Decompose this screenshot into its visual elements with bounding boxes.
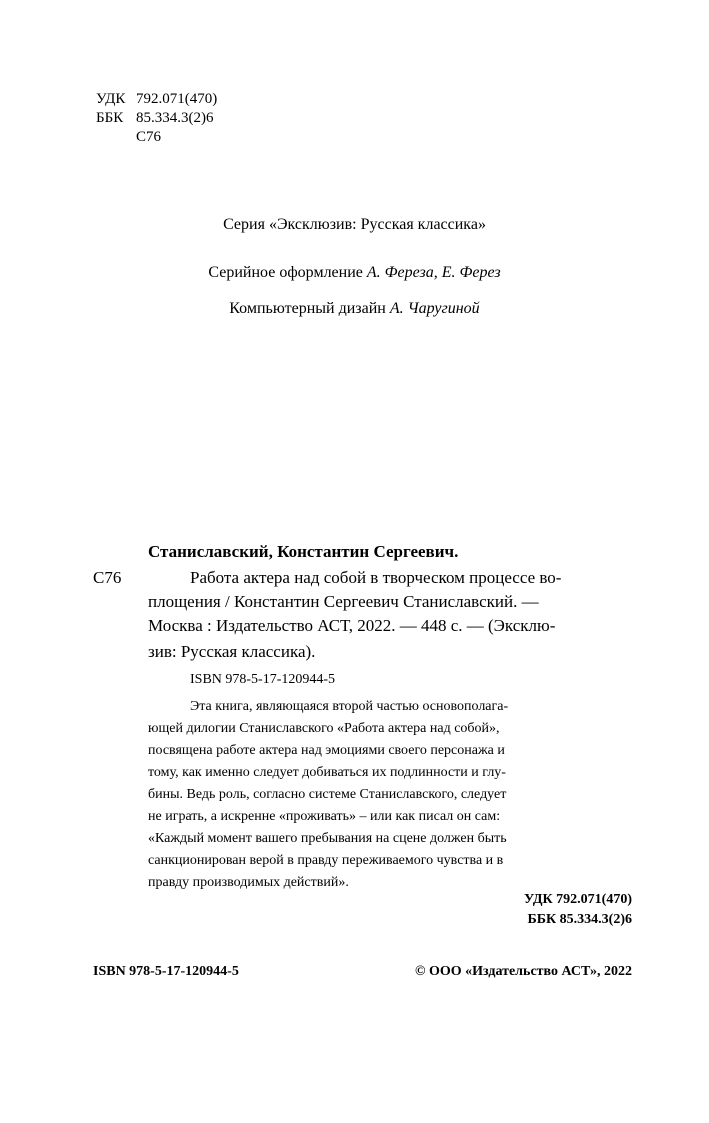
annotation-line: не играть, а искренне «проживать» – или как писал он сам:	[148, 809, 501, 824]
bib-line: Работа актера над собой в творческом процессе во-	[190, 568, 562, 587]
bib-line: площения / Константин Сергеевич Станиславский. —	[148, 592, 539, 611]
udk-value: 792.071(470)	[136, 91, 218, 107]
cover-design-line	[0, 264, 709, 282]
udk-row	[96, 90, 217, 109]
computer-design-line	[0, 300, 709, 318]
annotation-line: Эта книга, являющаяся второй частью основополага-	[190, 699, 509, 714]
author-heading: Станиславский, Константин Сергеевич.	[148, 542, 459, 561]
computer-design-prefix: Компьютерный дизайн	[229, 300, 390, 317]
annotation-bbk: ББК 85.334.3(2)6	[527, 912, 632, 927]
annotation-udk: УДК 792.071(470)	[524, 892, 632, 907]
cover-design-names: А. Фереза, Е. Ферез	[366, 264, 501, 281]
bib-isbn: ISBN 978-5-17-120944-5	[190, 672, 336, 687]
bib-line: зив: Русская классика).	[148, 642, 316, 661]
author-sign: С76	[93, 568, 122, 587]
annotation-line: тому, как именно следует добиваться их подлинности и глу-	[148, 765, 506, 780]
bbk-value: 85.334.3(2)6	[136, 110, 214, 126]
annotation-line: ющей дилогии Станиславского «Работа актера над собой»,	[148, 721, 500, 736]
annotation-line: бины. Ведь роль, согласно системе Станиславского, следует	[148, 787, 507, 802]
footer-isbn: ISBN 978-5-17-120944-5	[93, 964, 239, 979]
cover-design-prefix: Серийное оформление	[208, 264, 367, 281]
computer-design-name: А. Чаругиной	[389, 300, 480, 317]
bib-line: Москва : Издательство АСТ, 2022. — 448 с. — (Эксклю-	[148, 616, 556, 635]
classification-codes	[96, 90, 217, 147]
series-line: Серия «Эксклюзив: Русская классика»	[223, 216, 486, 233]
annotation-line: санкционирован верой в правду переживаемого чувства и в	[148, 853, 504, 868]
annotation-line: правду производимых действий».	[148, 875, 349, 890]
annotation-line: посвящена работе актера над эмоциями своего персонажа и	[148, 743, 505, 758]
udk-label: УДК	[96, 91, 126, 107]
footer-copyright: © ООО «Издательство АСТ», 2022	[414, 964, 632, 979]
bbk-row	[96, 109, 217, 128]
bbk-label: ББК	[96, 110, 124, 126]
author-sign-top: С76	[136, 129, 162, 145]
annotation-line: «Каждый момент вашего пребывания на сцене должен быть	[148, 831, 507, 846]
